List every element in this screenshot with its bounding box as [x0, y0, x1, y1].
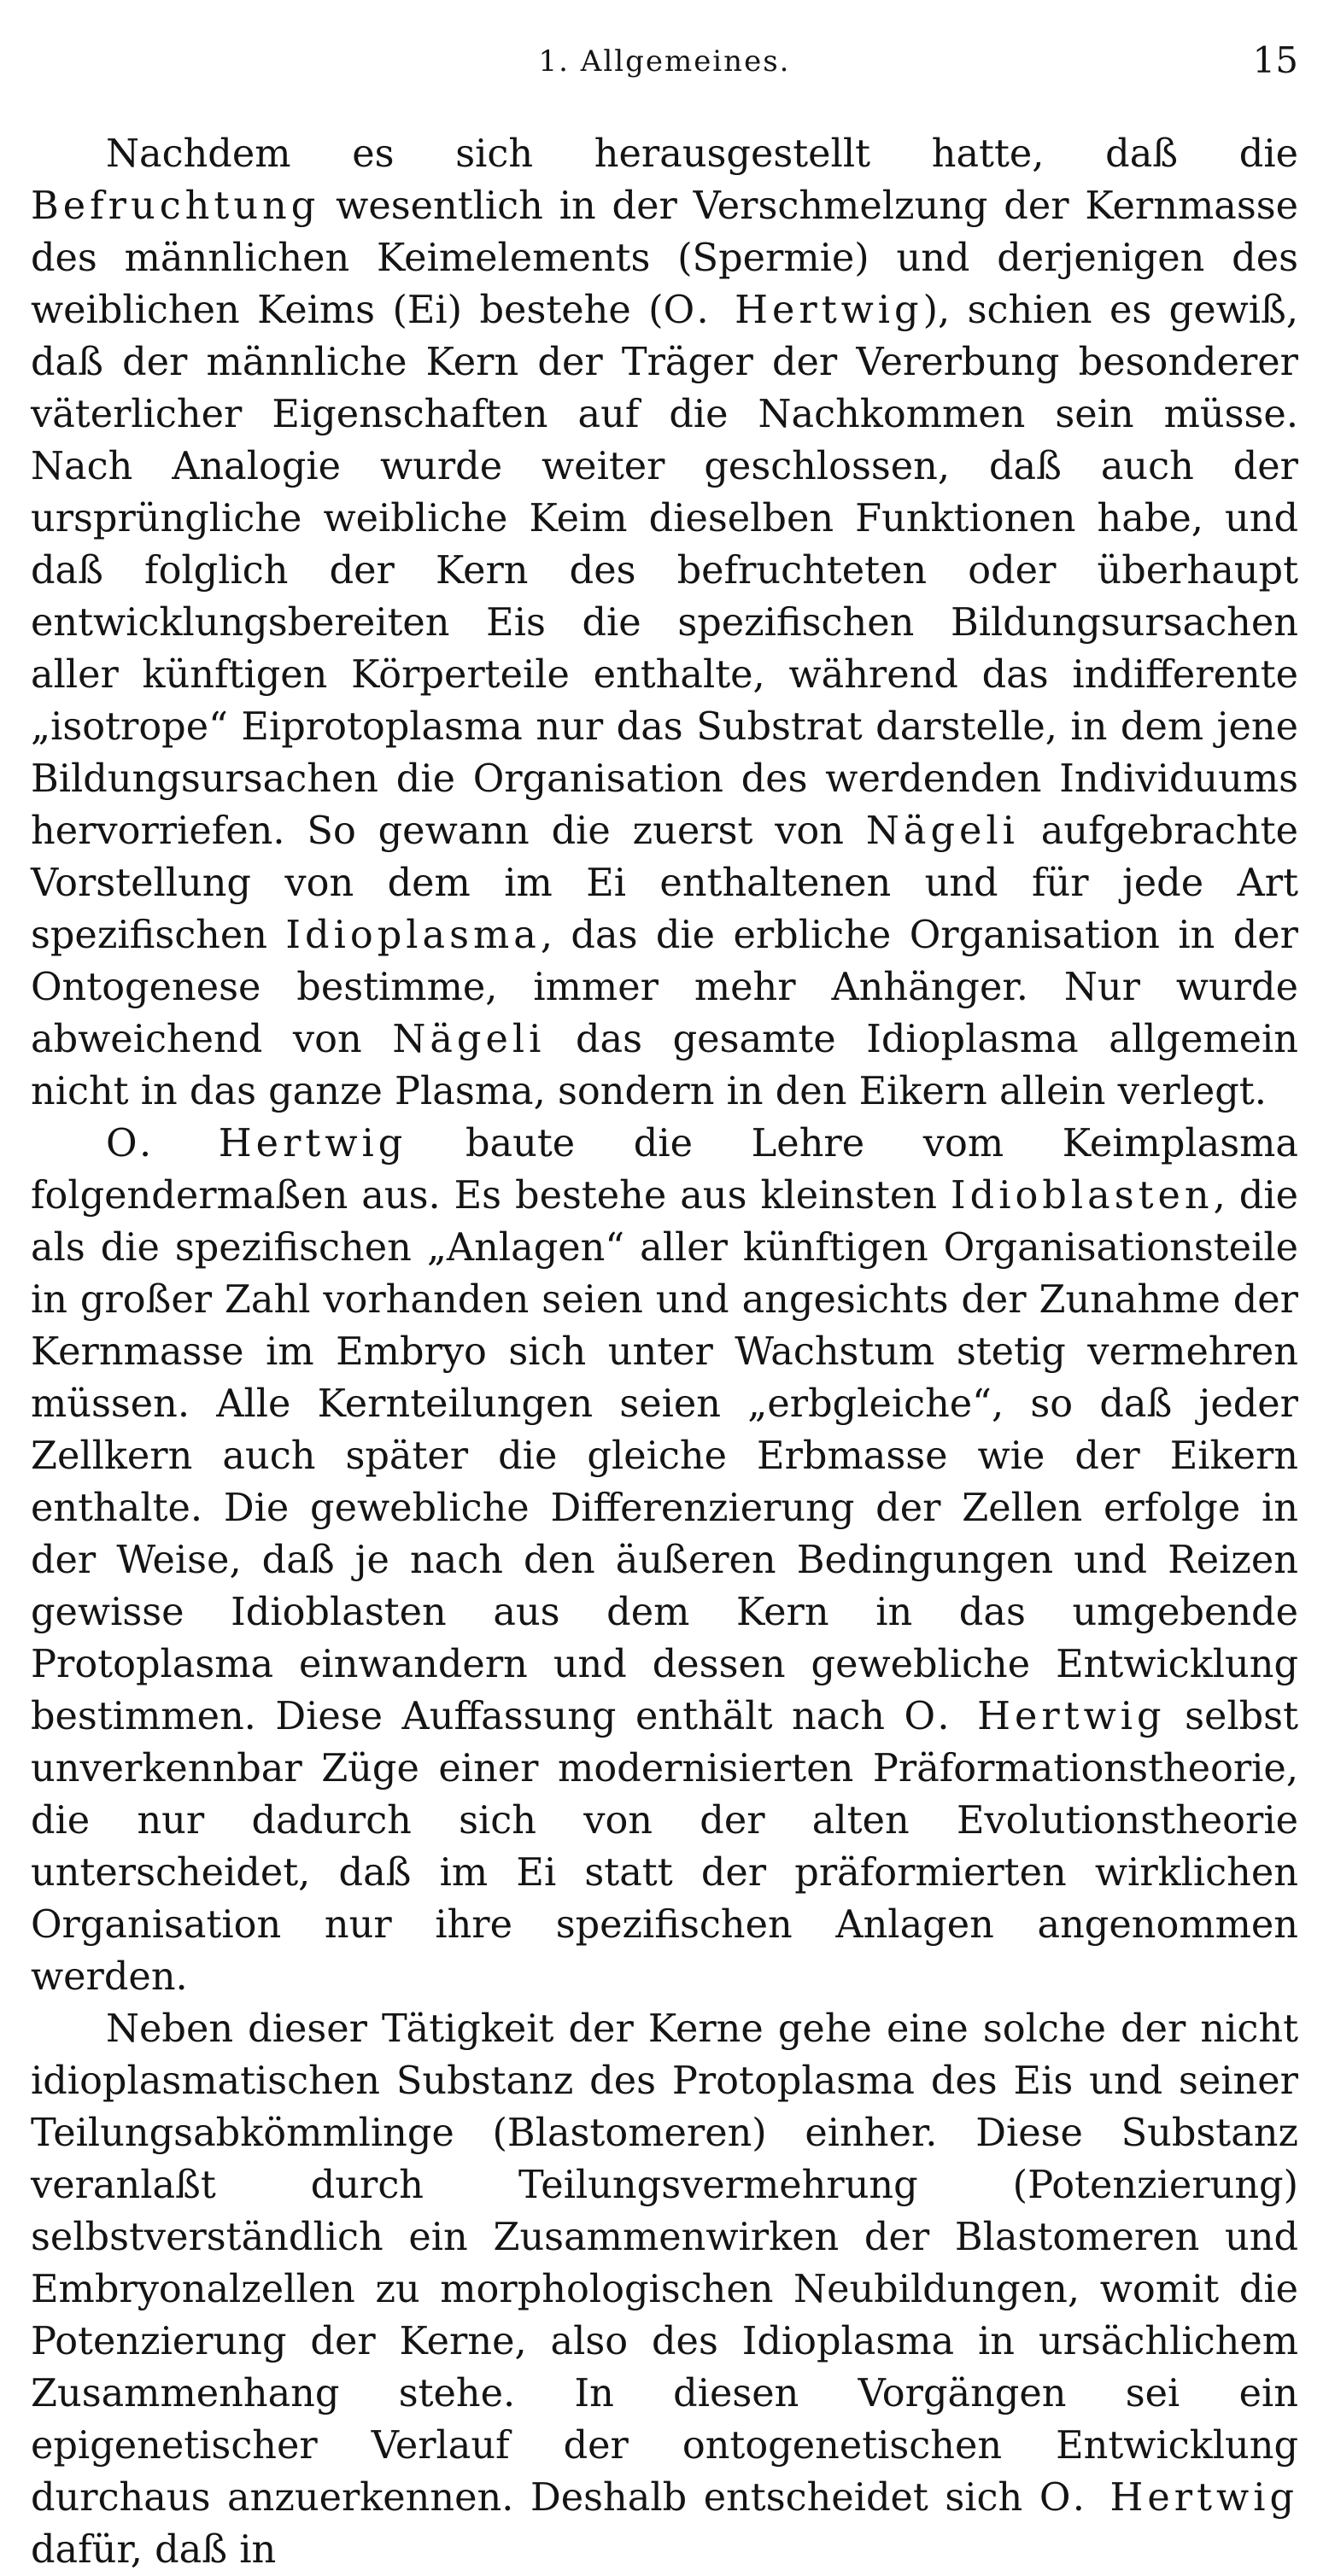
author-name: O. Hertwig — [904, 1694, 1166, 1738]
page-number: 15 — [1252, 39, 1298, 81]
author-name: Nägeli — [392, 1017, 546, 1061]
author-name: O. Hertwig — [663, 288, 923, 332]
emphasis-spaced: Idioplasma — [285, 913, 541, 957]
running-header — [31, 0, 1298, 128]
body-text — [31, 128, 1298, 2576]
chapter-running-title: 1. Allgemeines. — [538, 44, 791, 79]
paragraph-protoplasma — [31, 2003, 1298, 2576]
text-run: , das die erbliche Organisation in der Ontogenese bestimme, immer mehr Anhänger. Nur wurde abweichend von — [31, 913, 1298, 1061]
book-page — [31, 0, 1299, 2572]
text-run: wesentlich in der Verschmelzung der Kernmasse des männlichen Keimelements (Spermie) und derjenigen des weiblichen Keims (Ei) bestehe ( — [31, 184, 1298, 332]
text-run: dafür, daß in — [31, 2527, 277, 2572]
paragraph-keimplasma — [31, 1118, 1298, 2003]
paragraph-befruchtung — [31, 128, 1298, 1118]
text-run: ), schien es gewiß, daß der männliche Kern der Träger der Vererbung besonderer väterlicher Eigenschaften auf die Nachkommen sein müsse. Nach Analogie wurde weiter geschlossen, daß auch der ursprüngliche weibliche Keim dieselben Funktionen habe, und daß folglich der Kern des befruchteten oder überhaupt entwicklungsbereiten Eis die spezifischen Bildungsursachen aller künftigen Körperteile enthalte, während das indifferente „isotrope“ Eiprotoplasma nur das Substrat darstelle, in dem jene Bildungsursachen die Organisation des werdenden Individuums hervorriefen. So gewann die zuerst von — [31, 288, 1298, 853]
emphasis-spaced: Befruchtung — [31, 184, 320, 228]
author-name: O. Hertwig — [1039, 2475, 1298, 2520]
text-run: Nachdem es sich herausgestellt hatte, daß die — [106, 131, 1298, 176]
text-run: , die als die spezifischen „Anlagen“ aller künftigen Organisationsteile in großer Zahl vorhanden seien und angesichts der Zunahme der Kernmasse im Embryo sich unter Wachstum stetig vermehren müssen. Alle Kernteilungen seien „erbgleiche“, so daß jeder Zellkern auch später die gleiche Erbmasse wie der Eikern enthalte. Die gewebliche Differenzierung der Zellen erfolge in der Weise, daß je nach den äußeren Bedingungen und Reizen gewisse Idioblasten aus dem Kern in das umgebende Protoplasma einwandern und dessen gewebliche Entwicklung bestimmen. Diese Auffassung enthält nach — [31, 1173, 1298, 1738]
text-run: aufgebrachte Vorstellung von dem im Ei enthaltenen und für jede Art spezifischen — [31, 809, 1298, 957]
author-name: O. Hertwig — [106, 1121, 407, 1165]
text-run: selbst unverkennbar Züge einer modernisierten Präformationstheorie, die nur dadurch sich von der alten Evolutionstheorie unterscheidet, daß im Ei statt der präformierten wirklichen Organisation nur ihre spezifischen Anlagen angenommen werden. — [31, 1694, 1298, 1999]
text-run: baute die Lehre vom Keimplasma folgendermaßen aus. Es bestehe aus kleinsten — [31, 1121, 1298, 1218]
author-name: Nägeli — [865, 809, 1019, 853]
emphasis-spaced: Idioblasten — [951, 1173, 1214, 1218]
text-run: das gesamte Idioplasma allgemein nicht in das ganze Plasma, sondern in den Eikern allein verlegt. — [31, 1017, 1299, 1113]
text-run: Neben dieser Tätigkeit der Kerne gehe eine solche der nicht idioplasmatischen Substanz des Protoplasma des Eis und seiner Teilungsabkömmlinge (Blastomeren) einher. Diese Substanz veranlaßt durch Teilungsvermehrung (Potenzierung) selbstverständlich ein Zusammenwirken der Blastomeren und Embryonalzellen zu morphologischen Neubildungen, womit die Potenzierung der Kerne, also des Idioplasma in ursächlichem Zusammenhang stehe. In diesen Vorgängen sei ein epigenetischer Verlauf der ontogenetischen Entwicklung durchaus anzuerkennen. Deshalb entscheidet sich — [31, 2006, 1298, 2520]
